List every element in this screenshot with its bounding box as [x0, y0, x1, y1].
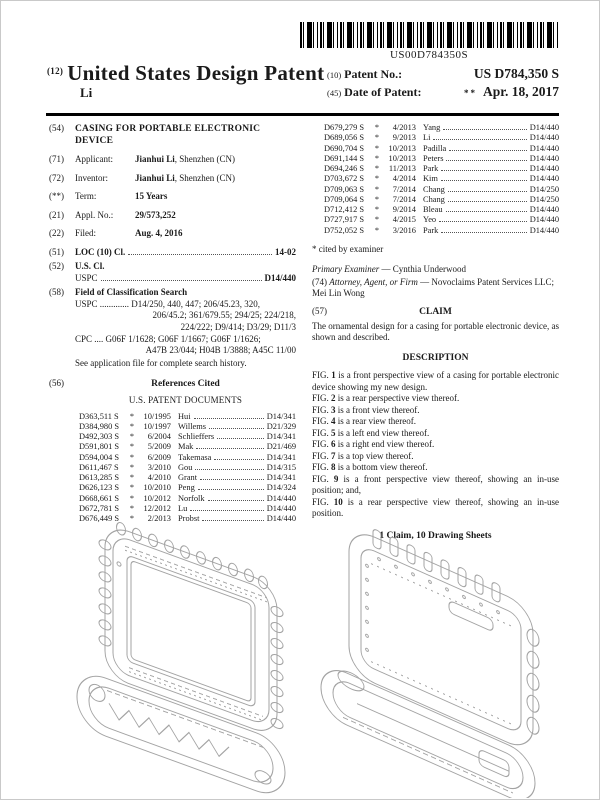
reference-row: D712,412 S * 9/2014 Bleau D14/440: [324, 205, 559, 214]
body-columns: [49, 123, 559, 542]
reference-row: D594,004 S * 6/2009 Takemasa D14/341: [79, 452, 296, 462]
term-value: 15 Years: [135, 191, 168, 202]
field-21-appl-no: (21) Appl. No.: 29/573,252: [49, 209, 176, 220]
inventor-surname: Li: [80, 85, 93, 100]
field-code-10: (10): [327, 70, 342, 80]
reference-row: D626,123 S * 10/2010 Peng D14/324: [79, 483, 296, 493]
barcode-image: [300, 22, 558, 48]
reference-row: D492,303 S * 6/2004 Schlieffers D14/341: [79, 432, 296, 442]
figure-front-perspective-drawing: [53, 498, 311, 798]
attorney-line: (74) Attorney, Agent, or Firm — Novoclaims Patent Services LLC; Mei Lin Wong: [312, 276, 555, 299]
dot-leader: [439, 221, 527, 222]
references-section: (56) References Cited U.S. PATENT DOCUMENTS: [75, 378, 296, 407]
dot-leader: [441, 180, 527, 181]
field-54-title: (54) CASING FOR PORTABLE ELECTRONIC DEVICE: [49, 123, 296, 147]
dot-leader: [441, 170, 526, 171]
application-number: 29/573,252: [135, 209, 176, 220]
dot-leader: [198, 489, 264, 490]
dot-leader: [448, 201, 527, 202]
description-section-head: [312, 352, 559, 364]
reference-row: D690,704 S * 10/2013 Padilla D14/440: [324, 143, 559, 153]
reference-row: D676,449 S * 2/2013 Probst D14/440: [79, 514, 296, 524]
dot-leader: [194, 418, 264, 419]
document-header: [47, 61, 559, 102]
header-left: [47, 61, 324, 101]
figure-description-line: FIG. 2 is a rear perspective view thereof.: [312, 393, 460, 404]
dot-leader: [449, 150, 526, 151]
figure-description-line: FIG. 6 is a right end view thereof.: [312, 439, 435, 450]
dot-leader: [196, 448, 263, 449]
barcode-text: US00D784350S: [389, 49, 469, 61]
field-52-us-cl: (52) U.S. Cl. USPC D14/440: [49, 261, 296, 283]
figure-description-line: FIG. 9 is a front perspective view thereof, showing an in-use position; and,: [312, 473, 560, 496]
dot-leader: [209, 428, 264, 429]
invention-title: CASING FOR PORTABLE ELECTRONIC DEVICE: [75, 124, 261, 147]
field-term: (**) Term: 15 Years: [49, 191, 168, 202]
field-22-filed: (22) Filed: Aug. 4, 2016: [49, 228, 183, 239]
description-heading: DESCRIPTION: [402, 353, 469, 363]
patent-date-value: Apr. 18, 2017: [482, 84, 559, 99]
figure-description-line: FIG. 4 is a rear view thereof.: [312, 416, 416, 427]
examiner-name: — Cynthia Underwood: [381, 264, 466, 275]
dot-leader: [443, 129, 526, 130]
figure-description-line: FIG. 8 is a bottom view thereof.: [312, 462, 428, 473]
claim-heading: CLAIM: [419, 306, 452, 317]
reference-row: D679,279 S * 4/2013 Yang D14/440: [324, 123, 559, 132]
primary-examiner-line: Primary Examiner — Cynthia Underwood: [312, 264, 466, 275]
field-code-45: (45): [327, 88, 342, 98]
reference-row: D384,980 S * 10/1997 Willems D21/329: [79, 421, 296, 431]
reference-row: D668,661 S * 10/2012 Norfolk D14/440: [79, 493, 296, 503]
references-table-right: [312, 123, 559, 236]
reference-row: D703,672 S * 4/2014 Kim D14/440: [324, 174, 559, 184]
figure-description-line: FIG. 7 is a top view thereof.: [312, 450, 414, 461]
reexam-stars: **: [463, 88, 477, 98]
kind-code: (12): [47, 66, 64, 76]
dot-leader: [446, 160, 526, 161]
reference-row: D727,917 S * 4/2015 Yeo D14/440: [324, 215, 559, 225]
dot-leader: [441, 232, 526, 233]
us-patent-documents-heading: U.S. PATENT DOCUMENTS: [128, 395, 243, 406]
loc-class: 14-02: [275, 246, 296, 257]
reference-row: D591,801 S * 5/2009 Mak D21/469: [79, 442, 296, 452]
dot-leader: [214, 459, 263, 460]
cited-by-examiner-note: * cited by examiner: [312, 243, 384, 254]
applicant-name: Jianhui Li: [135, 154, 175, 165]
dot-leader: [128, 254, 272, 255]
claim-section-head: (57) CLAIM: [312, 305, 452, 317]
claims-sheets-summary: 1 Claim, 10 Drawing Sheets: [379, 530, 492, 541]
dot-leader: [200, 479, 264, 480]
uspc-class: D14/440: [264, 272, 296, 283]
field-72-inventor: (72) Inventor: Jianhui Li, Shenzhen (CN): [49, 172, 236, 183]
patent-date-row: [327, 84, 559, 100]
patent-number-value: US D784,350 S: [473, 66, 559, 81]
reference-row: D689,056 S * 9/2013 Li D14/440: [324, 133, 559, 143]
dot-leader: [433, 139, 526, 140]
figure-rear-perspective-drawing: [301, 498, 563, 798]
figure-description-line: FIG. 5 is a left end view thereof.: [312, 427, 430, 438]
figure-description-line: FIG. 10 is a rear perspective view thereof, showing an in-use position.: [312, 496, 560, 519]
dot-leader: [448, 191, 527, 192]
reference-row: D613,285 S * 4/2010 Grant D14/341: [79, 473, 296, 483]
reference-row: D709,063 S * 7/2014 Chang D14/250: [324, 184, 559, 194]
inventor-name: Jianhui Li: [135, 172, 175, 183]
figure-description-line: FIG. 3 is a front view thereof.: [312, 404, 420, 415]
reference-row: D672,781 S * 12/2012 Lu D14/440: [79, 503, 296, 513]
dot-leader: [101, 280, 262, 281]
attorney-name: — Novoclaims Patent Services LLC; Mei Lin Wong: [312, 276, 555, 299]
left-column: [49, 123, 296, 542]
field-58-search: (58) Field of Classification Search USPC ............. D14/250, 440, 447; 206/45.23, 320, 206/45.2; 361/679.55; 294/25; 224/218, 224/222; D9/414; D3/29; D11/3 CPC .... G06F 1/1628; G06F 1/1667; G06F 1/1626; A47B 23/044; H04B 1/3888; A45C 11/00 See application file for complete search history.: [49, 287, 296, 368]
dot-leader: [446, 211, 527, 212]
right-column: [312, 123, 559, 542]
reference-row: D694,246 S * 11/2013 Park D14/440: [324, 164, 559, 173]
barcode-block: [300, 22, 558, 61]
reference-row: D752,052 S * 3/2016 Park D14/440: [324, 225, 559, 235]
patent-number-row: [327, 66, 559, 82]
document-title: $^{(12)}$ United States Design Patent: [47, 61, 325, 85]
filing-date: Aug. 4, 2016: [135, 228, 183, 239]
claim-text: The ornamental design for a casing for portable electronic device, as shown and described.: [312, 320, 559, 343]
header-right: [327, 66, 559, 102]
reference-row: D709,064 S * 7/2014 Chang D14/250: [324, 194, 559, 204]
references-cited-heading: References Cited: [151, 379, 220, 390]
reference-row: D363,511 S * 10/1995 Hui D14/341: [79, 411, 296, 421]
reference-row: D611,467 S * 3/2010 Gou D14/315: [79, 462, 296, 472]
dot-leader: [217, 438, 264, 439]
patent-date-label: Date of Patent:: [344, 85, 422, 99]
patent-number-label: Patent No.:: [344, 67, 403, 81]
drawing-figures: [53, 498, 565, 798]
field-71-applicant: (71) Applicant: Jianhui Li, Shenzhen (CN): [49, 154, 236, 165]
dot-leader: [195, 469, 263, 470]
field-51-loc: (51) LOC (10) Cl. 14-02: [49, 246, 296, 257]
reference-row: D691,144 S * 10/2013 Peters D14/440: [324, 153, 559, 163]
figure-description-line: FIG. 1 is a front perspective view of a casing for portable electronic device showing my new design.: [312, 370, 559, 392]
header-divider: [46, 113, 559, 116]
